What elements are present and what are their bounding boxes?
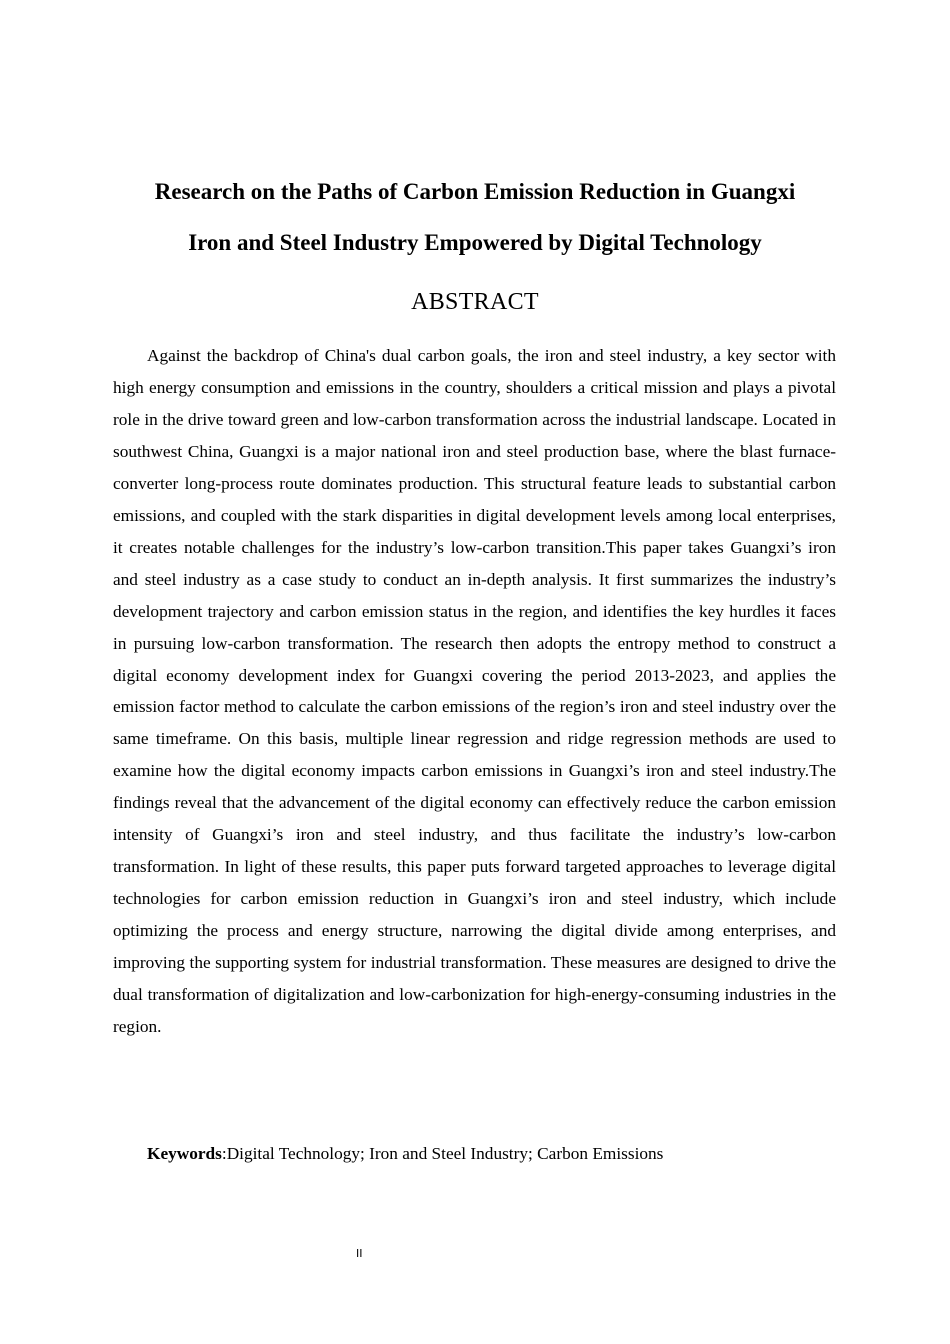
paper-title-line-2: Iron and Steel Industry Empowered by Digital Technology — [188, 230, 762, 255]
keywords-text: :Digital Technology; Iron and Steel Industry; Carbon Emissions — [221, 1144, 664, 1163]
paper-title — [100, 166, 850, 268]
keywords-line — [147, 1138, 663, 1170]
paper-title-line-1: Research on the Paths of Carbon Emission Reduction in Guangxi — [154, 179, 796, 204]
abstract-heading: ABSTRACT — [411, 289, 539, 315]
keywords-label: Keywords — [147, 1144, 222, 1163]
abstract-body: Against the backdrop of China's dual carbon goals, the iron and steel industry, a key sector with high energy consumption and emissions in the country, shoulders a critical mission and plays a pivotal role in the drive toward green and low-carbon transformation across the industrial landscape. Located in southwest China, Guangxi is a major national iron and steel production base, where the blast furnace-converter long-process route dominates production. This structural feature leads to substantial carbon emissions, and coupled with the stark disparities in digital development levels among local enterprises, it creates notable challenges for the industry’s low-carbon transition.This paper takes Guangxi’s iron and steel industry as a case study to conduct an in-depth analysis. It first summarizes the industry’s development trajectory and carbon emission status in the region, and identifies the key hurdles it faces in pursuing low-carbon transformation. The research then adopts the entropy method to construct a digital economy development index for Guangxi covering the period 2013-2023, and applies the emission factor method to calculate the carbon emissions of the region’s iron and steel industry over the same timeframe. On this basis, multiple linear regression and ridge regression methods are used to examine how the digital economy impacts carbon emissions in Guangxi’s iron and steel industry.The findings reveal that the advancement of the digital economy can effectively reduce the carbon emission intensity of Guangxi’s iron and steel industry, and thus facilitate the industry’s low-carbon transformation. In light of these results, this paper puts forward targeted approaches to leverage digital technologies for carbon emission reduction in Guangxi’s iron and steel industry, which include optimizing the process and energy structure, narrowing the digital divide among enterprises, and improving the supporting system for industrial transformation. These measures are designed to drive the dual transformation of digitalization and low-carbonization for high-energy-consuming industries in the region. — [113, 346, 836, 1037]
page-number: II — [356, 1247, 363, 1260]
